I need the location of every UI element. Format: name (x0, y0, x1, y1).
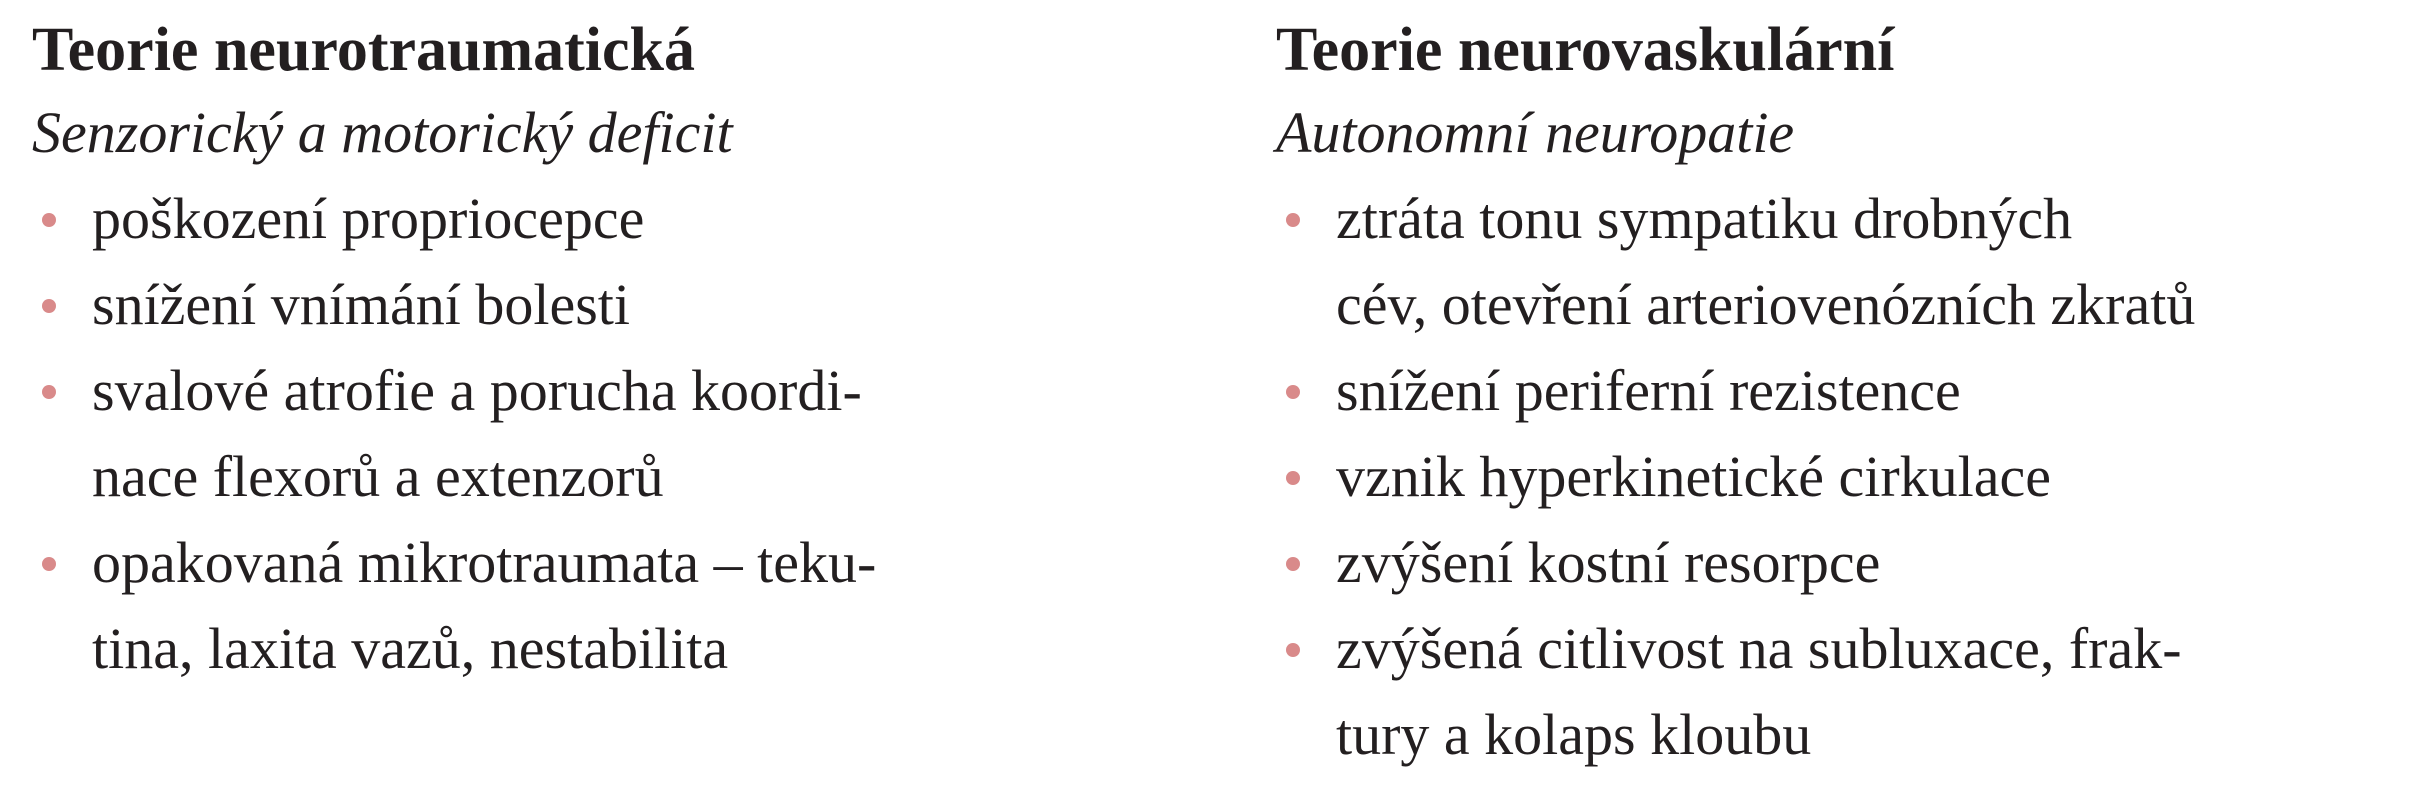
column-heading: Teorie neurovaskulární (1276, 16, 1895, 84)
bullet-icon (1286, 385, 1300, 399)
column-heading: Teorie neurotraumatická (32, 16, 695, 84)
list-item (32, 520, 1232, 692)
bullet-list (32, 176, 1232, 692)
column-neurotraumatic (32, 10, 1232, 692)
column-subheading: Senzorický a motorický deficit (32, 100, 733, 165)
list-item (1276, 606, 2416, 778)
list-item (1276, 520, 2416, 606)
list-item-line: cév, otevření arteriovenózních zkratů (1336, 272, 2196, 337)
list-item (1276, 434, 2416, 520)
bullet-icon (1286, 643, 1300, 657)
bullet-icon (1286, 213, 1300, 227)
list-item (32, 176, 1232, 262)
list-item-line: nace flexorů a extenzorů (92, 444, 664, 509)
list-item-line: tina, laxita vazů, nestabilita (92, 616, 729, 681)
list-item-line: opakovaná mikrotraumata – teku- (92, 530, 877, 595)
list-item (1276, 176, 2416, 348)
bullet-icon (1286, 557, 1300, 571)
column-neurovascular (1276, 10, 2416, 778)
list-item-line: vznik hyperkinetické cirkulace (1336, 444, 2052, 509)
list-item-line: snížení vnímání bolesti (92, 272, 631, 337)
list-item (1276, 348, 2416, 434)
column-subheading: Autonomní neuropatie (1276, 100, 1795, 165)
list-item-line: poškození propriocepce (92, 186, 645, 251)
list-item-line: tury a kolaps kloubu (1336, 702, 1812, 767)
bullet-icon (42, 557, 56, 571)
bullet-icon (42, 299, 56, 313)
list-item (32, 262, 1232, 348)
bullet-icon (1286, 471, 1300, 485)
list-item-line: svalové atrofie a porucha koordi- (92, 358, 862, 423)
list-item-line: snížení periferní rezistence (1336, 358, 1961, 423)
list-item-line: ztráta tonu sympatiku drobných (1336, 186, 2073, 251)
bullet-icon (42, 385, 56, 399)
bullet-icon (42, 213, 56, 227)
list-item (32, 348, 1232, 520)
list-item-line: zvýšení kostní resorpce (1336, 530, 1881, 595)
bullet-list (1276, 176, 2416, 778)
list-item-line: zvýšená citlivost na subluxace, frak- (1336, 616, 2182, 681)
